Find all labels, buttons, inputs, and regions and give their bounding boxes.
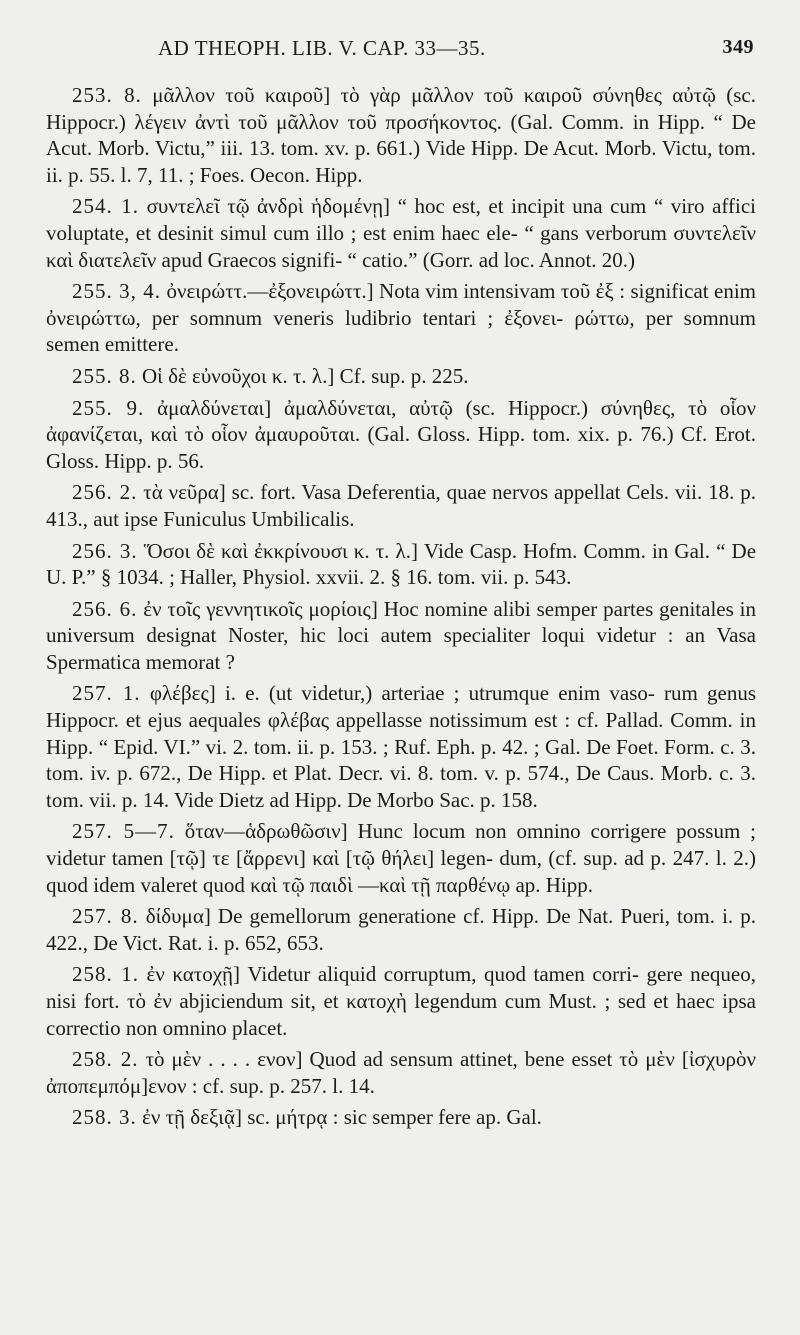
note-ref: 256. 3.: [72, 538, 138, 563]
note-text: φλέβες] i. e. (ut videtur,) arteriae ; utrumque enim vaso- rum genus Hippocr. et ejus aequales φλέβας appellasse notissimum est : cf. Pallad. Comm. in Hipp. “ Epid. VI.” vi. 2. tom. ii. p. 153. ; Ruf. Eph. p. 42. ; Gal. De Foet. Form. c. 3. tom. iv. p. 672., De Hipp. et Plat. Decr. vi. 8. tom. v. p. 574., De Caus. Morb. c. 3. tom. vii. p. 14. Vide Dietz ad Hipp. De Morbo Sac. p. 158.: [46, 681, 757, 812]
note-254-1: [46, 193, 756, 273]
note-text: δίδυμα] De gemellorum generatione cf. Hipp. De Nat. Pueri, tom. i. p. 422., De Vict. Rat. i. p. 652, 653.: [46, 904, 757, 955]
note-ref: 257. 1.: [72, 681, 141, 706]
note-258-3: [46, 1104, 756, 1131]
note-text: ὀνειρώττ.—ἐξονειρώττ.] Nota vim intensivam τοῦ ἐξ : significat enim ὀνειρώττω, per somnum veneris ludibrio tentari ; ἐξονει- ρώττω, per somnum semen emittere.: [46, 279, 757, 357]
note-ref: 258. 1.: [72, 962, 140, 987]
note-ref: 255. 3, 4.: [72, 279, 162, 304]
note-ref: 258. 3.: [72, 1105, 137, 1130]
note-ref: 256. 6.: [72, 596, 138, 621]
note-257-1: [46, 680, 756, 813]
note-ref: 256. 2.: [72, 480, 138, 505]
note-text: ἐν τῇ δεξιᾷ] sc. μήτρᾳ : sic semper fere ap. Gal.: [142, 1105, 542, 1130]
note-253-8: [46, 82, 756, 188]
note-text: ἀμαλδύνεται] ἀμαλδύνεται, αὐτῷ (sc. Hippocr.) σύνηθες, τὸ οἷον ἀφανίζεται, καὶ τὸ οἷον ἀμαυροῦται. (Gal. Gloss. Hipp. tom. xix. p. 76.) Cf. Erot. Gloss. Hipp. p. 56.: [46, 395, 757, 473]
notes-list: [46, 82, 756, 1131]
note-text: ὅταν—ἁδρωθῶσιν] Hunc locum non omnino corrigere possum ; videtur tamen [τῷ] τε [ἄρρενι] καὶ [τῷ θήλει] legen- dum, (cf. sup. ad p. 247. l. 2.) quod idem valeret quod καὶ τῷ παιδὶ —καὶ τῇ παρθένῳ ap. Hipp.: [46, 819, 756, 897]
note-ref: 255. 9.: [72, 395, 145, 420]
note-255-8: [46, 363, 756, 390]
note-257-8: [46, 903, 756, 956]
running-head-title: AD THEOPH. LIB. V. CAP. 33—35.: [158, 36, 486, 60]
note-ref: 257. 8.: [72, 904, 139, 929]
page-number: 349: [722, 36, 754, 58]
note-ref: 254. 1.: [72, 194, 140, 219]
note-text: συντελεῖ τῷ ἀνδρὶ ἡδομένῃ] “ hoc est, et incipit una cum “ viro affici voluptate, et desinit simul cum illo ; est enim haec ele- “ gans verborum συντελεῖν καὶ διατελεῖν apud Graecos signifi- “ catio.” (Gorr. ad loc. Annot. 20.): [46, 194, 757, 272]
note-text: ἐν τοῖς γεννητικοῖς μορίοις] Hoc nomine alibi semper partes genitales in universum designat Noster, hic loci autem specialiter loqui videtur : an Vasa Spermatica memorat ?: [46, 596, 756, 674]
running-head: [46, 32, 756, 72]
note-ref: 257. 5—7.: [72, 819, 175, 844]
note-258-2: [46, 1046, 756, 1099]
note-text: Ὅσοι δὲ καὶ ἐκκρίνουσι κ. τ. λ.] Vide Casp. Hofm. Comm. in Gal. “ De U. P.” § 1034. ; Haller, Physiol. xxvii. 2. § 16. tom. vii. p. 543.: [46, 538, 757, 590]
note-256-6: [46, 596, 756, 676]
note-text: τὸ μὲν . . . . ενον] Quod ad sensum attinet, bene esset τὸ μὲν [ἰσχυρὸν ἀποπεμπόμ]ενον : cf. sup. p. 257. l. 14.: [46, 1047, 757, 1098]
note-text: Οἱ δὲ εὐνοῦχοι κ. τ. λ.] Cf. sup. p. 225.: [142, 363, 469, 388]
note-255-9: [46, 395, 756, 475]
note-256-3: [46, 538, 756, 591]
note-ref: 258. 2.: [72, 1047, 139, 1072]
note-255-3-4: [46, 278, 756, 358]
note-text: τὰ νεῦρα] sc. fort. Vasa Deferentia, quae nervos appellat Cels. vii. 18. p. 413., aut ipse Funiculus Umbilicalis.: [46, 480, 757, 531]
note-ref: 255. 8.: [72, 363, 137, 388]
note-text: ἐν κατοχῇ] Videtur aliquid corruptum, quod tamen corri- gere nequeo, nisi fort. τὸ ἐν abjiciendum sit, et κατοχὴ legendum cum Must. ; sed et haec ipsa correctio non omnino placet.: [46, 962, 757, 1040]
note-257-5-7: [46, 818, 756, 898]
note-ref: 253. 8.: [72, 83, 142, 107]
note-256-2: [46, 479, 756, 532]
note-258-1: [46, 961, 756, 1041]
note-text: μᾶλλον τοῦ καιροῦ] τὸ γὰρ μᾶλλον τοῦ καιροῦ σύνηθες αὐτῷ (sc. Hippocr.) λέγειν ἀντὶ τοῦ μᾶλλον τοῦ προσήκοντος. (Gal. Comm. in Hipp. “ De Acut. Morb. Victu,” iii. 13. tom. xv. p. 661.) Vide Hipp. De Acut. Morb. Victu, tom. ii. p. 55. l. 7, 11. ; Foes. Oecon. Hipp.: [46, 83, 757, 187]
